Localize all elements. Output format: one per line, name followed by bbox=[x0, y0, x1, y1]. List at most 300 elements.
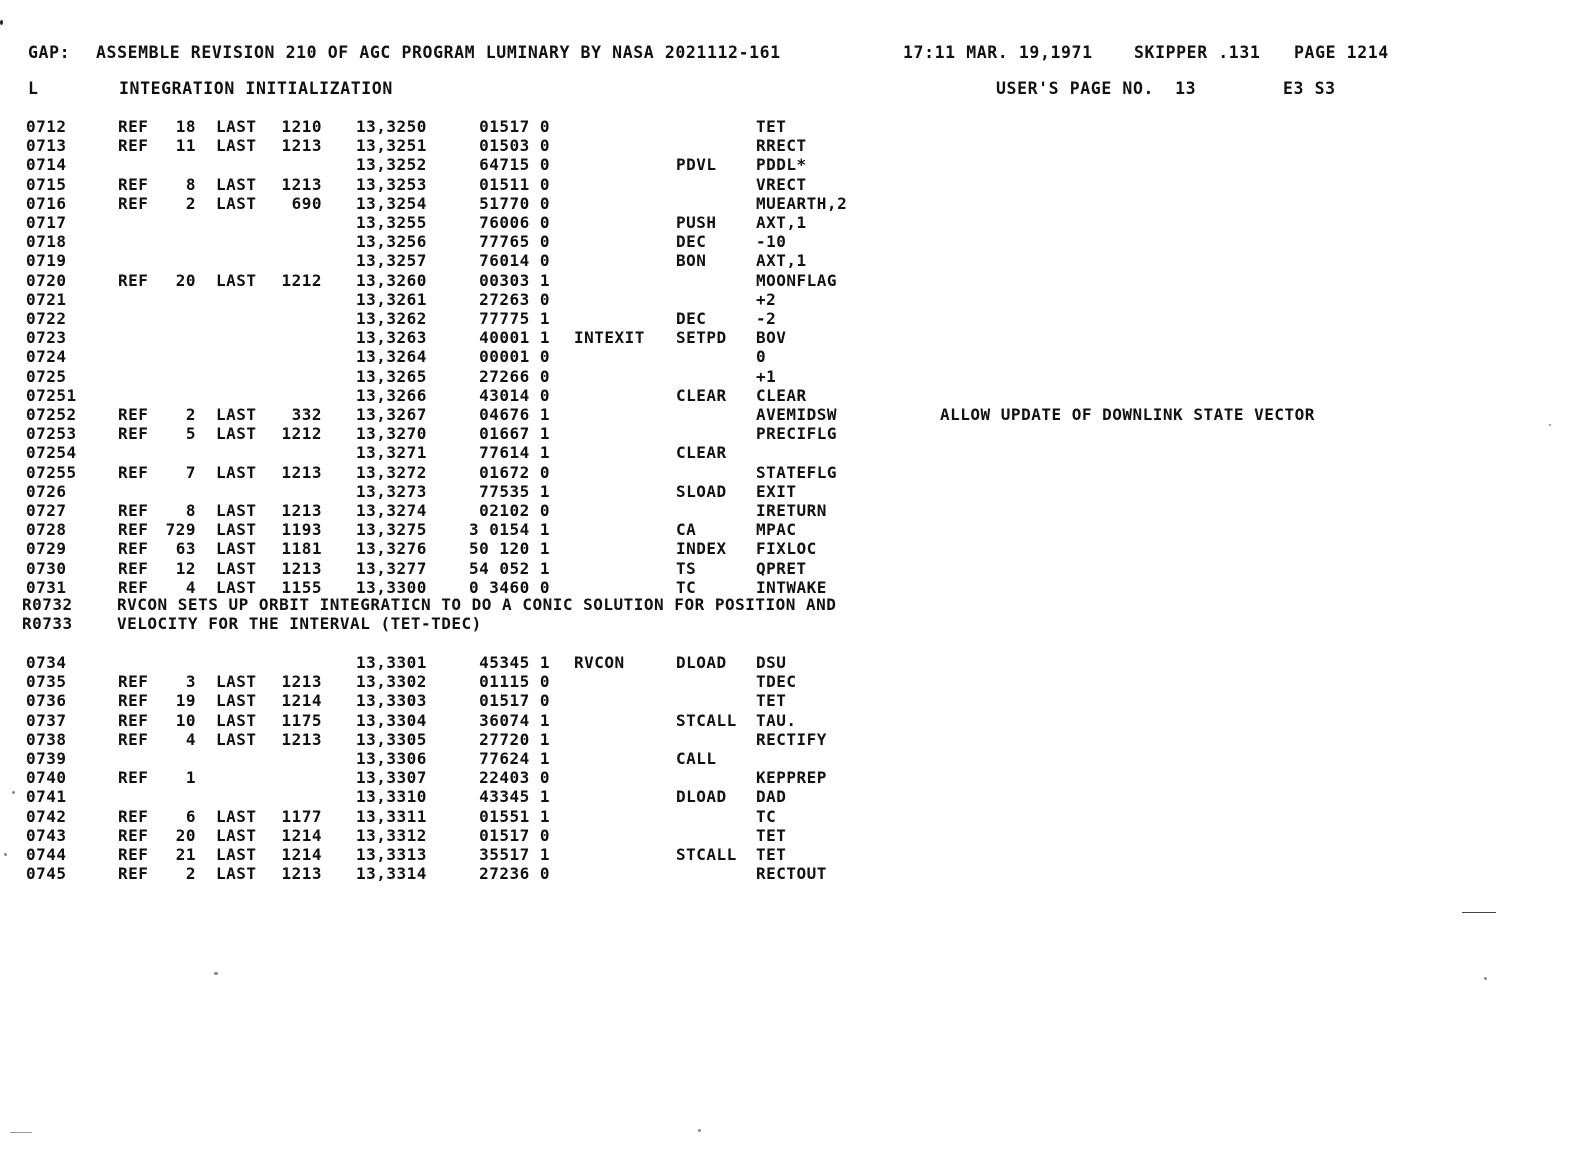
octal-code: 40001 1 bbox=[479, 328, 550, 348]
octal-code: 77614 1 bbox=[479, 443, 550, 463]
last-number: 1193 bbox=[281, 520, 322, 540]
line-number: 0745 bbox=[26, 864, 67, 884]
octal-code: 01511 0 bbox=[479, 174, 550, 194]
last-keyword: LAST bbox=[216, 520, 257, 540]
address: 13,3261 bbox=[356, 289, 427, 309]
octal-code: 01503 0 bbox=[479, 136, 550, 156]
ref-keyword: REF bbox=[118, 806, 149, 826]
octal-code: 22403 0 bbox=[479, 768, 550, 788]
last-keyword: LAST bbox=[216, 424, 257, 444]
last-number: 1181 bbox=[281, 539, 322, 559]
remark-line-number: R0732 bbox=[22, 595, 73, 614]
operand: AXT,1 bbox=[756, 213, 807, 232]
octal-code: 01517 0 bbox=[479, 691, 550, 711]
opcode: STCALL bbox=[676, 710, 737, 730]
listing-line bbox=[0, 463, 1582, 482]
operand: TDEC bbox=[756, 672, 797, 692]
listing-line bbox=[0, 213, 1582, 232]
ref-count: 11 bbox=[175, 136, 196, 156]
label: INTEXIT bbox=[574, 328, 645, 348]
octal-code: 00303 1 bbox=[479, 270, 550, 290]
line-number: 0739 bbox=[26, 749, 67, 768]
listing-line bbox=[0, 559, 1582, 578]
ref-count: 8 bbox=[185, 174, 196, 194]
address: 13,3267 bbox=[356, 405, 427, 424]
last-number: 1213 bbox=[281, 729, 322, 749]
address: 13,3313 bbox=[356, 845, 427, 864]
scan-dash bbox=[10, 1132, 32, 1133]
ref-count: 1 bbox=[185, 768, 196, 788]
last-number: 1212 bbox=[281, 270, 322, 290]
last-keyword: LAST bbox=[216, 117, 257, 136]
operand: QPRET bbox=[756, 558, 807, 578]
opcode: DLOAD bbox=[676, 653, 727, 672]
ref-keyword: REF bbox=[118, 729, 149, 749]
listing-line bbox=[0, 826, 1582, 845]
gap-label: GAP: bbox=[28, 43, 71, 62]
ref-keyword: REF bbox=[118, 405, 149, 424]
operand: TET bbox=[756, 825, 787, 845]
listing-line bbox=[0, 749, 1582, 768]
last-keyword: LAST bbox=[216, 193, 257, 213]
last-number: 1213 bbox=[281, 462, 322, 482]
octal-code: 27263 0 bbox=[479, 289, 550, 309]
ref-count: 2 bbox=[185, 405, 196, 424]
assembly-title: ASSEMBLE REVISION 210 OF AGC PROGRAM LUMINARY BY NASA 2021112-161 bbox=[96, 43, 781, 62]
operand: +1 bbox=[756, 366, 777, 386]
ref-count: 19 bbox=[175, 691, 196, 711]
listing-line bbox=[0, 539, 1582, 558]
opcode: BON bbox=[676, 251, 707, 271]
listing-line bbox=[0, 501, 1582, 520]
octal-code: 01115 0 bbox=[479, 672, 550, 692]
operand: INTWAKE bbox=[756, 577, 827, 597]
listing-line bbox=[0, 443, 1582, 462]
address: 13,3255 bbox=[356, 213, 427, 232]
last-keyword: LAST bbox=[216, 270, 257, 290]
address: 13,3256 bbox=[356, 232, 427, 252]
ref-count: 729 bbox=[165, 520, 196, 540]
opcode: CLEAR bbox=[676, 443, 727, 463]
scan-speck bbox=[4, 853, 7, 856]
ref-count: 10 bbox=[175, 710, 196, 730]
operand: CLEAR bbox=[756, 385, 807, 405]
line-number: 0737 bbox=[26, 710, 67, 730]
operand: DSU bbox=[756, 653, 787, 672]
listing-line bbox=[0, 194, 1582, 213]
opcode: CA bbox=[676, 520, 697, 540]
ref-count: 3 bbox=[185, 672, 196, 692]
operand: TET bbox=[756, 845, 787, 864]
remark-text: RVCON SETS UP ORBIT INTEGRATICN TO DO A CONIC SOLUTION FOR POSITION AND bbox=[117, 595, 837, 614]
ref-keyword: REF bbox=[118, 117, 149, 136]
last-keyword: LAST bbox=[216, 501, 257, 520]
last-number: 1214 bbox=[281, 691, 322, 711]
address: 13,3264 bbox=[356, 347, 427, 367]
address: 13,3302 bbox=[356, 672, 427, 692]
listing-line bbox=[0, 117, 1582, 136]
listing-line bbox=[0, 232, 1582, 251]
ref-count: 20 bbox=[175, 825, 196, 845]
opcode: PDVL bbox=[676, 155, 717, 175]
listing-line bbox=[0, 711, 1582, 730]
line-number: 07254 bbox=[26, 443, 77, 463]
listing-line bbox=[0, 520, 1582, 539]
address: 13,3251 bbox=[356, 136, 427, 156]
line-number: 07253 bbox=[26, 424, 77, 444]
line-number: 0715 bbox=[26, 174, 67, 194]
operand: IRETURN bbox=[756, 501, 827, 520]
operand: TC bbox=[756, 806, 777, 826]
octal-code: 43345 1 bbox=[479, 787, 550, 807]
operand: MUEARTH,2 bbox=[756, 193, 848, 213]
line-number: 0741 bbox=[26, 787, 67, 807]
ref-count: 6 bbox=[185, 806, 196, 826]
last-keyword: LAST bbox=[216, 845, 257, 864]
last-number: 1213 bbox=[281, 864, 322, 884]
line-number: 0734 bbox=[26, 653, 67, 672]
line-number: 0721 bbox=[26, 289, 67, 309]
opcode: CLEAR bbox=[676, 385, 727, 405]
operand: MOONFLAG bbox=[756, 270, 838, 290]
opcode: SETPD bbox=[676, 328, 727, 348]
address: 13,3311 bbox=[356, 806, 427, 826]
ref-count: 18 bbox=[175, 117, 196, 136]
listing-line bbox=[0, 807, 1582, 826]
line-number: 0716 bbox=[26, 193, 67, 213]
octal-code: 3 0154 1 bbox=[468, 520, 550, 540]
line-number: 0724 bbox=[26, 347, 67, 367]
operand: STATEFLG bbox=[756, 462, 838, 482]
octal-code: 00001 0 bbox=[479, 347, 550, 367]
last-number: 1213 bbox=[281, 501, 322, 520]
address: 13,3270 bbox=[356, 424, 427, 444]
last-number: 1177 bbox=[281, 806, 322, 826]
operand: VRECT bbox=[756, 174, 807, 194]
line-number: 0736 bbox=[26, 691, 67, 711]
listing-line bbox=[0, 578, 1582, 597]
last-keyword: LAST bbox=[216, 864, 257, 884]
last-number: 1210 bbox=[281, 117, 322, 136]
listing-line bbox=[0, 424, 1582, 443]
address: 13,3303 bbox=[356, 691, 427, 711]
octal-code: 35517 1 bbox=[479, 845, 550, 864]
scan-speck bbox=[1549, 424, 1551, 426]
address: 13,3312 bbox=[356, 825, 427, 845]
address: 13,3310 bbox=[356, 787, 427, 807]
last-keyword: LAST bbox=[216, 672, 257, 692]
line-number: 0742 bbox=[26, 806, 67, 826]
users-page-number: USER'S PAGE NO. 13 bbox=[996, 79, 1197, 98]
last-keyword: LAST bbox=[216, 577, 257, 597]
ref-keyword: REF bbox=[118, 174, 149, 194]
line-number: 07255 bbox=[26, 462, 77, 482]
ref-count: 4 bbox=[185, 729, 196, 749]
line-number: 0720 bbox=[26, 270, 67, 290]
line-number: 0713 bbox=[26, 136, 67, 156]
octal-code: 76006 0 bbox=[479, 213, 550, 232]
address: 13,3306 bbox=[356, 749, 427, 768]
listing-line bbox=[0, 328, 1582, 347]
operand: DAD bbox=[756, 787, 787, 807]
ref-keyword: REF bbox=[118, 462, 149, 482]
operand: TET bbox=[756, 117, 787, 136]
address: 13,3262 bbox=[356, 309, 427, 328]
label: RVCON bbox=[574, 653, 625, 672]
address: 13,3263 bbox=[356, 328, 427, 348]
line-number: 0726 bbox=[26, 481, 67, 501]
octal-code: 27720 1 bbox=[479, 729, 550, 749]
operand: -10 bbox=[756, 232, 787, 252]
line-number: 0725 bbox=[26, 366, 67, 386]
ref-count: 7 bbox=[185, 462, 196, 482]
address: 13,3250 bbox=[356, 117, 427, 136]
ref-keyword: REF bbox=[118, 520, 149, 540]
line-number: 0717 bbox=[26, 213, 67, 232]
line-number: 0712 bbox=[26, 117, 67, 136]
ref-count: 12 bbox=[175, 558, 196, 578]
line-number: 0718 bbox=[26, 232, 67, 252]
opcode: STCALL bbox=[676, 845, 737, 864]
octal-code: 36074 1 bbox=[479, 710, 550, 730]
opcode: TC bbox=[676, 577, 697, 597]
last-number: 1155 bbox=[281, 577, 322, 597]
listing-line bbox=[0, 271, 1582, 290]
remark-line-number: R0733 bbox=[22, 614, 73, 634]
octal-code: 76014 0 bbox=[479, 251, 550, 271]
address: 13,3301 bbox=[356, 653, 427, 672]
ref-count: 5 bbox=[185, 424, 196, 444]
last-number: 1213 bbox=[281, 136, 322, 156]
scan-speck bbox=[12, 791, 15, 794]
octal-code: 01672 0 bbox=[479, 462, 550, 482]
address: 13,3266 bbox=[356, 385, 427, 405]
listing-line bbox=[0, 845, 1582, 864]
operand: TAU. bbox=[756, 710, 797, 730]
last-number: 1175 bbox=[281, 710, 322, 730]
line-number: 0727 bbox=[26, 501, 67, 520]
ref-count: 4 bbox=[185, 577, 196, 597]
opcode: DEC bbox=[676, 232, 707, 252]
line-number: 0740 bbox=[26, 768, 67, 788]
last-number: 1213 bbox=[281, 672, 322, 692]
address: 13,3275 bbox=[356, 520, 427, 540]
operand: KEPPREP bbox=[756, 768, 827, 788]
address: 13,3273 bbox=[356, 481, 427, 501]
address: 13,3307 bbox=[356, 768, 427, 788]
ref-count: 20 bbox=[175, 270, 196, 290]
last-keyword: LAST bbox=[216, 558, 257, 578]
last-number: 1213 bbox=[281, 174, 322, 194]
address: 13,3271 bbox=[356, 443, 427, 463]
octal-code: 04676 1 bbox=[479, 405, 550, 424]
listing-line bbox=[0, 482, 1582, 501]
ref-keyword: REF bbox=[118, 691, 149, 711]
ref-count: 21 bbox=[175, 845, 196, 864]
last-keyword: LAST bbox=[216, 691, 257, 711]
last-number: 1212 bbox=[281, 424, 322, 444]
line-number: 0735 bbox=[26, 672, 67, 692]
octal-code: 77535 1 bbox=[479, 481, 550, 501]
listing-line bbox=[0, 653, 1582, 672]
line-number: 0728 bbox=[26, 520, 67, 540]
operand: RECTOUT bbox=[756, 864, 827, 884]
octal-code: 45345 1 bbox=[479, 653, 550, 672]
operand: PDDL* bbox=[756, 155, 807, 175]
line-number: 0738 bbox=[26, 729, 67, 749]
octal-code: 54 052 1 bbox=[468, 558, 550, 578]
remark-text: VELOCITY FOR THE INTERVAL (TET-TDEC) bbox=[117, 614, 482, 634]
timestamp: 17:11 MAR. 19,1971 bbox=[903, 43, 1093, 62]
scan-dash bbox=[1462, 912, 1496, 913]
remark-line bbox=[0, 614, 1582, 633]
octal-code: 51770 0 bbox=[479, 193, 550, 213]
comment: ALLOW UPDATE OF DOWNLINK STATE VECTOR bbox=[940, 405, 1315, 424]
octal-code: 77765 0 bbox=[479, 232, 550, 252]
ref-keyword: REF bbox=[118, 768, 149, 788]
ref-count: 8 bbox=[185, 501, 196, 520]
opcode: INDEX bbox=[676, 539, 727, 559]
address: 13,3305 bbox=[356, 729, 427, 749]
last-number: 332 bbox=[291, 405, 322, 424]
octal-code: 27236 0 bbox=[479, 864, 550, 884]
operand: MPAC bbox=[756, 520, 797, 540]
opcode: DEC bbox=[676, 309, 707, 328]
operand: AVEMIDSW bbox=[756, 405, 838, 424]
operand: AXT,1 bbox=[756, 251, 807, 271]
address: 13,3277 bbox=[356, 558, 427, 578]
address: 13,3276 bbox=[356, 539, 427, 559]
line-number: 0714 bbox=[26, 155, 67, 175]
ref-keyword: REF bbox=[118, 193, 149, 213]
octal-code: 77775 1 bbox=[479, 309, 550, 328]
listing-line bbox=[0, 175, 1582, 194]
opcode: CALL bbox=[676, 749, 717, 768]
line-number: 0731 bbox=[26, 577, 67, 597]
section-title: INTEGRATION INITIALIZATION bbox=[119, 79, 393, 98]
last-number: 1213 bbox=[281, 558, 322, 578]
listing-line bbox=[0, 367, 1582, 386]
scan-speck bbox=[214, 972, 218, 975]
line-number: 07251 bbox=[26, 385, 77, 405]
line-number: 07252 bbox=[26, 405, 77, 424]
ref-keyword: REF bbox=[118, 501, 149, 520]
operand: RECTIFY bbox=[756, 729, 827, 749]
last-keyword: LAST bbox=[216, 539, 257, 559]
octal-code: 01551 1 bbox=[479, 806, 550, 826]
line-number: 0730 bbox=[26, 558, 67, 578]
operand: TET bbox=[756, 691, 787, 711]
listing-line bbox=[0, 251, 1582, 270]
operand: EXIT bbox=[756, 481, 797, 501]
listing-line bbox=[0, 155, 1582, 174]
last-keyword: LAST bbox=[216, 825, 257, 845]
last-number: 690 bbox=[291, 193, 322, 213]
last-keyword: LAST bbox=[216, 729, 257, 749]
last-number: 1214 bbox=[281, 825, 322, 845]
listing-line bbox=[0, 672, 1582, 691]
ref-keyword: REF bbox=[118, 577, 149, 597]
sheet-code: E3 S3 bbox=[1283, 79, 1336, 98]
operand: 0 bbox=[756, 347, 767, 367]
opcode: DLOAD bbox=[676, 787, 727, 807]
last-keyword: LAST bbox=[216, 806, 257, 826]
address: 13,3260 bbox=[356, 270, 427, 290]
last-keyword: LAST bbox=[216, 136, 257, 156]
address: 13,3254 bbox=[356, 193, 427, 213]
listing-line bbox=[0, 787, 1582, 806]
opcode: PUSH bbox=[676, 213, 717, 232]
ref-keyword: REF bbox=[118, 539, 149, 559]
listing-line bbox=[0, 347, 1582, 366]
address: 13,3304 bbox=[356, 710, 427, 730]
line-number: 0744 bbox=[26, 845, 67, 864]
last-number: 1214 bbox=[281, 845, 322, 864]
operand: RRECT bbox=[756, 136, 807, 156]
octal-code: 0 3460 0 bbox=[468, 577, 550, 597]
octal-code: 64715 0 bbox=[479, 155, 550, 175]
line-number: 0719 bbox=[26, 251, 67, 271]
opcode: TS bbox=[676, 558, 697, 578]
listing-line bbox=[0, 136, 1582, 155]
line-number: 0722 bbox=[26, 309, 67, 328]
address: 13,3272 bbox=[356, 462, 427, 482]
octal-code: 01517 0 bbox=[479, 117, 550, 136]
listing-line bbox=[0, 290, 1582, 309]
ref-keyword: REF bbox=[118, 825, 149, 845]
ref-keyword: REF bbox=[118, 424, 149, 444]
line-number: 0723 bbox=[26, 328, 67, 348]
listing-type: L bbox=[28, 79, 39, 98]
line-number: 0729 bbox=[26, 539, 67, 559]
last-keyword: LAST bbox=[216, 462, 257, 482]
last-keyword: LAST bbox=[216, 710, 257, 730]
ref-keyword: REF bbox=[118, 270, 149, 290]
scan-mark bbox=[0, 20, 3, 25]
address: 13,3252 bbox=[356, 155, 427, 175]
operand: -2 bbox=[756, 309, 777, 328]
last-keyword: LAST bbox=[216, 174, 257, 194]
ref-keyword: REF bbox=[118, 710, 149, 730]
address: 13,3257 bbox=[356, 251, 427, 271]
ref-count: 63 bbox=[175, 539, 196, 559]
ref-count: 2 bbox=[185, 193, 196, 213]
address: 13,3253 bbox=[356, 174, 427, 194]
operand: +2 bbox=[756, 289, 777, 309]
opcode: SLOAD bbox=[676, 481, 727, 501]
octal-code: 01667 1 bbox=[479, 424, 550, 444]
listing-line bbox=[0, 405, 1582, 424]
page-number: PAGE 1214 bbox=[1294, 43, 1389, 62]
operand: BOV bbox=[756, 328, 787, 348]
listing-line bbox=[0, 386, 1582, 405]
octal-code: 43014 0 bbox=[479, 385, 550, 405]
address: 13,3300 bbox=[356, 577, 427, 597]
octal-code: 77624 1 bbox=[479, 749, 550, 768]
ref-keyword: REF bbox=[118, 136, 149, 156]
skipper-label: SKIPPER .131 bbox=[1134, 43, 1261, 62]
address: 13,3314 bbox=[356, 864, 427, 884]
octal-code: 50 120 1 bbox=[468, 539, 550, 559]
remark-line bbox=[0, 595, 1582, 614]
ref-keyword: REF bbox=[118, 672, 149, 692]
listing-line bbox=[0, 691, 1582, 710]
operand: PRECIFLG bbox=[756, 424, 838, 444]
ref-keyword: REF bbox=[118, 864, 149, 884]
address: 13,3274 bbox=[356, 501, 427, 520]
octal-code: 01517 0 bbox=[479, 825, 550, 845]
operand: FIXLOC bbox=[756, 539, 817, 559]
